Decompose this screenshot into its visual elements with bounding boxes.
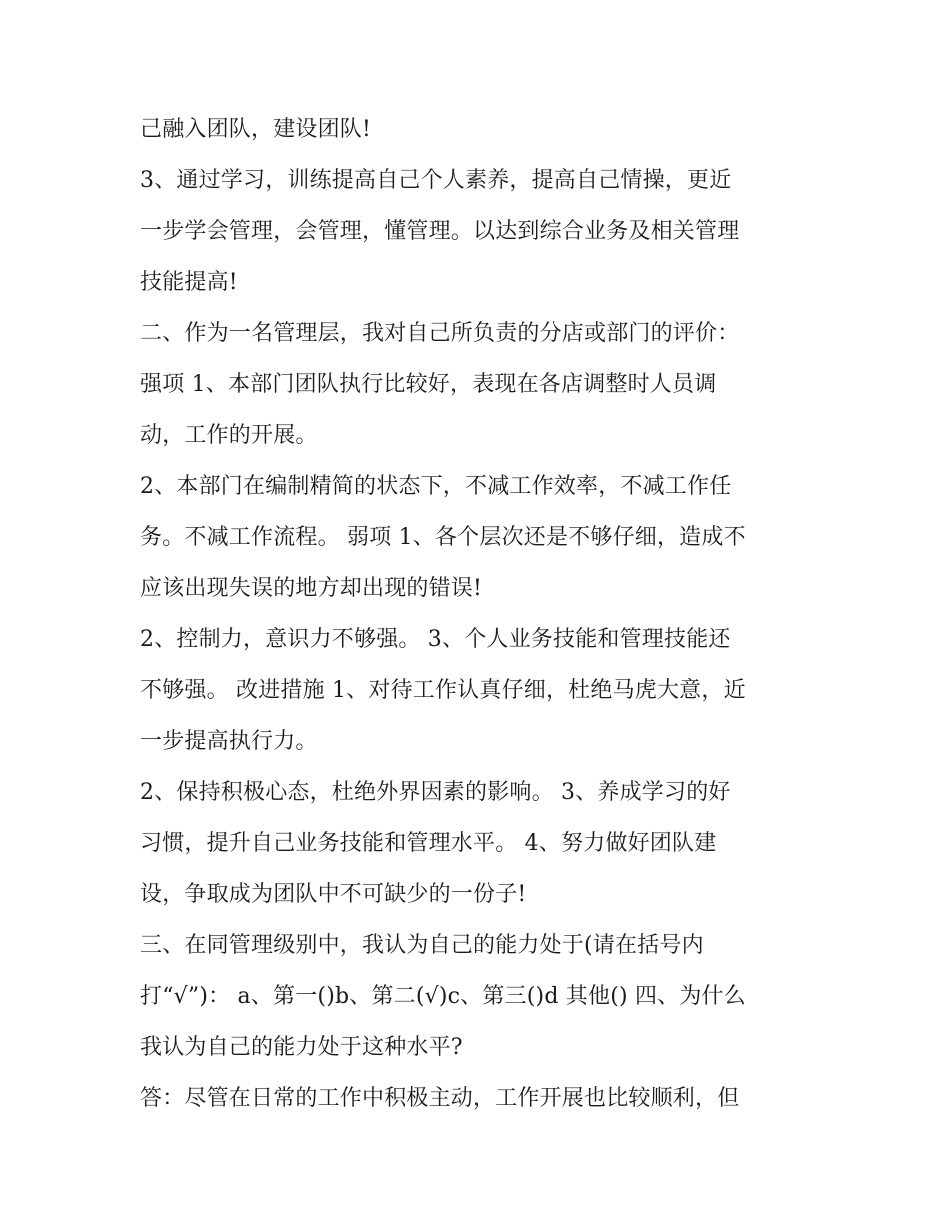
text-line: 二、作为一名管理层，我对自己所负责的分店或部门的评价： (140, 321, 740, 346)
text-line: 三、在同管理级别中，我认为自己的能力处于(请在括号内 (140, 933, 704, 958)
text-line: 2、控制力，意识力不够强。 3、个人业务技能和管理技能还 (140, 627, 731, 652)
text-line: 3、通过学习，训练提高自己个人素养，提高自己情操，更近 (140, 168, 732, 193)
text-line: 己融入团队，建设团队! (140, 117, 372, 142)
text-line: 务。不减工作流程。 弱项 1、各个层次还是不够仔细，造成不 (140, 525, 746, 550)
text-line: 强项 1、本部门团队执行比较好，表现在各店调整时人员调 (140, 372, 717, 397)
text-line: 应该出现失误的地方却出现的错误! (140, 576, 483, 601)
text-line: 打“√”)： a、第一()b、第二(√)c、第三()d 其他() 四、为什么 (140, 984, 746, 1009)
text-line: 一步学会管理，会管理，懂管理。以达到综合业务及相关管理 (140, 219, 740, 244)
text-line: 答：尽管在日常的工作中积极主动，工作开展也比较顺利，但 (140, 1086, 740, 1111)
text-line: 2、本部门在编制精简的状态下，不减工作效率，不减工作任 (140, 474, 732, 499)
text-line: 不够强。 改进措施 1、对待工作认真仔细，杜绝马虎大意，近 (140, 678, 746, 703)
text-line: 技能提高! (140, 270, 238, 295)
text-line: 一步提高执行力。 (140, 729, 318, 754)
text-line: 2、保持积极心态，杜绝外界因素的影响。 3、养成学习的好 (140, 780, 731, 805)
text-line: 习惯，提升自己业务技能和管理水平。 4、努力做好团队建 (140, 831, 717, 856)
text-line: 我认为自己的能力处于这种水平? (140, 1035, 463, 1060)
text-line: 设，争取成为团队中不可缺少的一份子! (140, 882, 527, 907)
text-line: 动，工作的开展。 (140, 423, 318, 448)
